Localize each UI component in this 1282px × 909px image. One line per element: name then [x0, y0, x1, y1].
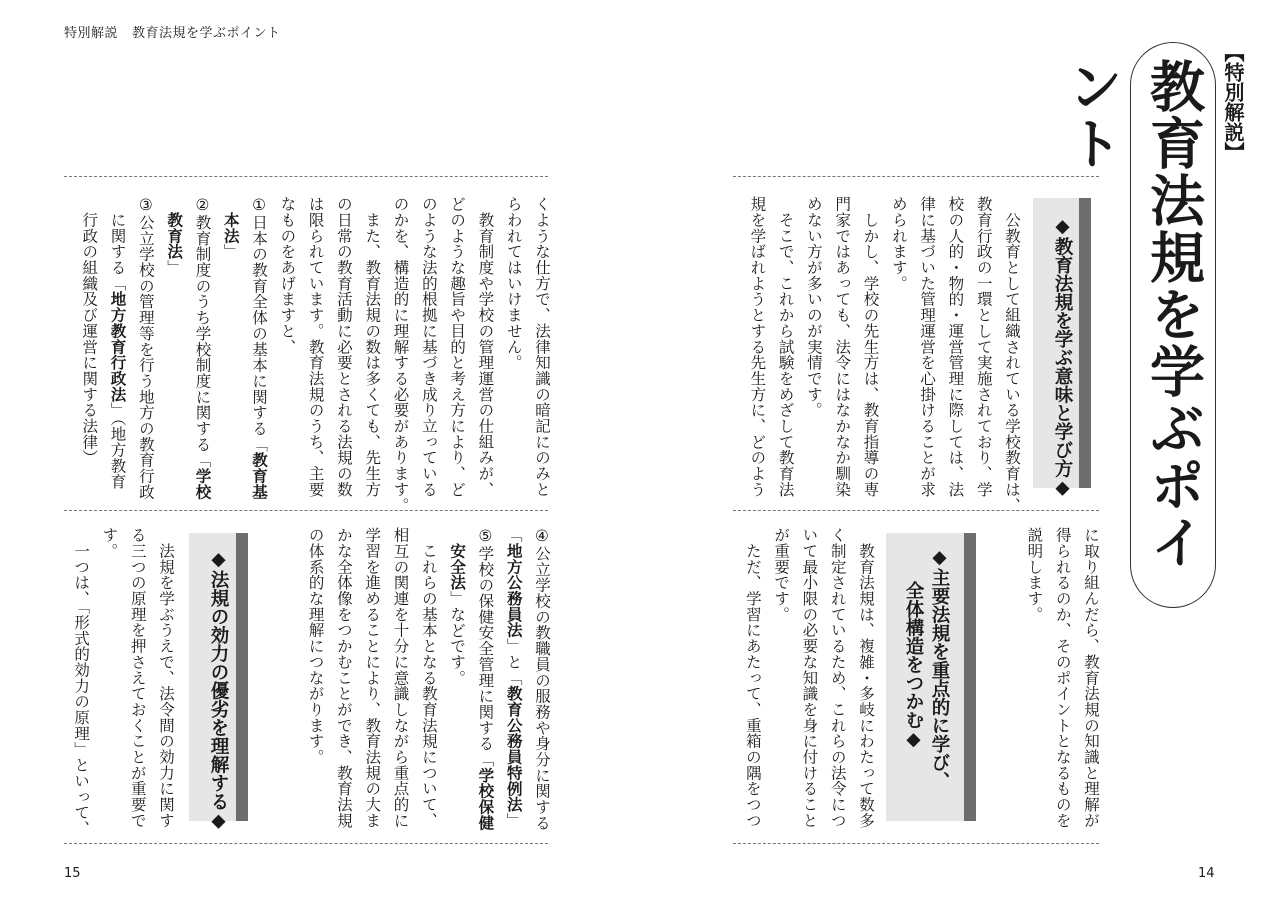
text-line: は限られています。教育法規のうち、主要	[306, 196, 325, 498]
heading-text	[900, 547, 952, 790]
text-line: の日常の教育活動に必要とされる法規の数	[334, 196, 353, 498]
list-item-2: ②教育制度のうち学校制度に関する「学校	[193, 196, 212, 500]
section-body-meaning	[730, 196, 1026, 513]
text-line: る三つの原理を押さえておくことが重要で	[128, 527, 147, 829]
text-line: 教育制度や学校の管理運営の仕組みが、	[476, 196, 495, 498]
text-line: のような法的根拠に基づき成り立っている	[419, 196, 438, 498]
section-heading-main-laws	[886, 533, 976, 821]
heading-bar	[964, 533, 976, 821]
text-line: す。	[100, 527, 119, 559]
text-line: く制定されているため、これらの法令につ	[828, 527, 847, 829]
text-line: 相互の関連を十分に意識しながら重点的に	[391, 527, 410, 829]
text-line: 校の人的・物的・運営管理に際しては、法	[946, 196, 965, 498]
heading-bar	[1079, 198, 1091, 488]
text-line: 規を学ばれようとする先生方に、どのよう	[748, 196, 767, 498]
text-line: いて最小限の必要な知識を身に付けること	[800, 527, 819, 829]
left-top-body	[60, 196, 556, 513]
text-line: めない方が多いのが実情です。	[804, 196, 823, 418]
header-title: 教育法規を学ぶポイント	[132, 26, 281, 41]
page-number-right: 14	[1198, 866, 1215, 881]
text-line: しかし、学校の先生方は、教育指導の専	[861, 196, 880, 498]
text-line: 教育法規は、複雑・多岐にわたって数多	[857, 527, 875, 829]
divider-left-bottom	[64, 843, 548, 844]
page-number-left: 15	[64, 866, 81, 881]
divider-left-middle	[64, 510, 548, 511]
section-heading-meaning	[1033, 198, 1091, 499]
heading-line-2: 全体構造をつかむ◆	[903, 581, 924, 750]
text-line: 説明します。	[1025, 527, 1044, 623]
list-item-5-cont: 安全法」などです。	[448, 542, 467, 686]
header-category: 特別解説	[64, 26, 119, 41]
text-line: 門家ではあっても、法令にはなかなか馴染	[833, 196, 852, 498]
text-line: 教育行政の一環として実施されており、学	[974, 196, 993, 498]
text-line: どのような趣旨や目的と考え方により、ど	[448, 196, 467, 498]
section-heading-validity	[189, 533, 248, 832]
text-line: のかを、構造的に理解する必要があります。	[391, 196, 410, 513]
section-body-validity	[60, 527, 180, 837]
heading-bar	[236, 533, 248, 821]
list-item-3-cont: に関する「地方教育行政法」（地方教育	[108, 196, 127, 490]
text-line: が重要です。	[772, 527, 791, 623]
divider-right-middle	[733, 510, 1099, 511]
list-item-1: ①日本の教育全体の基本に関する「教育基	[250, 196, 269, 500]
page-title: 教育法規を学ぶポイント	[1059, 58, 1205, 571]
text-line: 学習を進めることにより、教育法規の大ま	[363, 527, 382, 829]
divider-left-top	[64, 176, 548, 177]
text-line: これらの基本となる教育法規について、	[419, 527, 438, 829]
text-line: 法規を学ぶうえで、法令間の効力に関す	[157, 527, 175, 829]
text-line: 律に基づいた管理運営を心掛けることが求	[918, 196, 937, 498]
list-item-1-cont: 本法」	[221, 211, 240, 260]
heading-text: ◆法規の効力の優劣を理解する◆	[208, 549, 229, 832]
heading-line-1: ◆主要法規を重点的に学び、	[929, 547, 950, 790]
text-line: に取り組んだら、教育法規の知識と理解が	[1082, 527, 1100, 829]
text-line: くような仕方で、法律知識の暗記にのみと	[533, 196, 551, 498]
left-bottom-body	[284, 527, 556, 831]
text-line: 一つは、「形式的効力の原理」といって、	[72, 527, 91, 837]
section-body-continuation	[1017, 527, 1105, 827]
divider-right-bottom	[733, 843, 1099, 844]
divider-right-top	[733, 176, 1099, 177]
text-line: らわれてはいけません。	[504, 196, 523, 371]
text-line: かな全体像をつかむことができ、教育法規	[334, 527, 353, 829]
text-line: そこで、これから試験をめざして教育法	[776, 196, 795, 498]
section-body-main-laws	[730, 527, 880, 827]
heading-text: ◆教育法規を学ぶ意味と学び方◆	[1052, 216, 1073, 499]
running-header	[64, 22, 281, 41]
text-line: められます。	[889, 196, 908, 292]
text-line: 得られるのか、そのポイントとなるものを	[1053, 527, 1072, 829]
text-line: なものをあげますと、	[278, 196, 297, 355]
list-item-3: ③公立学校の管理等を行う地方の教育行政	[136, 196, 155, 500]
list-item-5: ⑤学校の保健安全管理に関する「学校保健	[476, 527, 495, 831]
text-line: 公教育として組織されている学校教育は、	[1003, 196, 1021, 513]
list-item-2-cont: 教育法」	[165, 211, 184, 276]
text-line: の体系的な理解につながります。	[306, 527, 325, 765]
list-item-4: ④公立学校の教職員の服務や身分に関する	[533, 527, 551, 831]
text-line: また、教育法規の数は多くても、先生方	[363, 196, 382, 498]
text-line: ただ、学習にあたって、重箱の隅をつつ	[743, 527, 762, 829]
title-tag: 【特別解説】	[1221, 42, 1245, 162]
list-item-3-cont2: 行政の組織及び運営に関する法律）	[80, 196, 99, 466]
list-item-4-cont: 「地方公務員法」と「教育公務員特例法」	[504, 527, 523, 829]
